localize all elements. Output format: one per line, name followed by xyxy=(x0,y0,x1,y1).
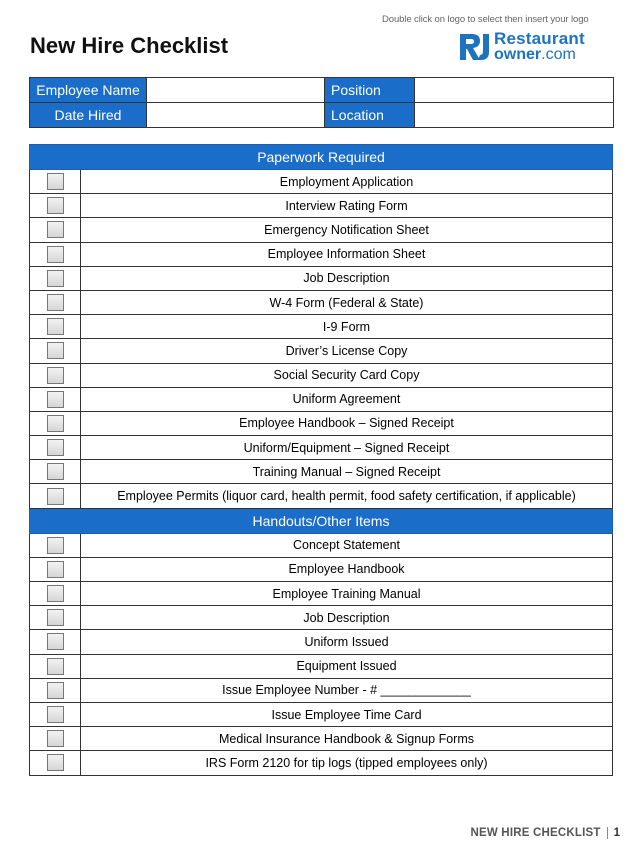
checklist-row xyxy=(30,533,613,557)
logo-line2-rest: .com xyxy=(541,46,576,63)
restaurant-owner-logo[interactable] xyxy=(458,30,598,64)
location-label: Location xyxy=(325,103,415,128)
checkbox-cell xyxy=(30,678,81,702)
logo-mark-icon xyxy=(458,32,492,62)
checkbox[interactable] xyxy=(47,585,64,602)
checklist-item-label: Uniform Issued xyxy=(81,630,613,654)
footer-divider xyxy=(607,827,608,839)
checklist-row xyxy=(30,678,613,702)
checkbox[interactable] xyxy=(47,754,64,771)
checkbox[interactable] xyxy=(47,342,64,359)
checkbox[interactable] xyxy=(47,439,64,456)
logo-line2-bold: owner xyxy=(494,46,542,63)
checkbox[interactable] xyxy=(47,173,64,190)
checkbox-cell xyxy=(30,606,81,630)
checkbox-cell xyxy=(30,533,81,557)
checklist-row xyxy=(30,387,613,411)
checkbox[interactable] xyxy=(47,318,64,335)
checkbox[interactable] xyxy=(47,415,64,432)
page-footer xyxy=(470,827,620,839)
checklist-row xyxy=(30,290,613,314)
checklist-item-label: Employee Training Manual xyxy=(81,582,613,606)
checklist-row xyxy=(30,630,613,654)
logo-line1: Restaurant xyxy=(494,29,585,48)
checklist-row xyxy=(30,557,613,581)
checklist-row xyxy=(30,484,613,508)
checklist-item-label: Interview Rating Form xyxy=(81,194,613,218)
checkbox-cell xyxy=(30,630,81,654)
checklist-row xyxy=(30,436,613,460)
position-label: Position xyxy=(325,78,415,103)
checklist-row xyxy=(30,266,613,290)
checklist-item-label: Issue Employee Number - # _____________ xyxy=(81,678,613,702)
position-field[interactable] xyxy=(415,78,614,103)
checkbox[interactable] xyxy=(47,270,64,287)
checklist-item-label: Uniform/Equipment – Signed Receipt xyxy=(81,436,613,460)
location-field[interactable] xyxy=(415,103,614,128)
checklist-item-label: Driver’s License Copy xyxy=(81,339,613,363)
checklist-item-label: I-9 Form xyxy=(81,315,613,339)
checkbox-cell xyxy=(30,194,81,218)
checkbox-cell xyxy=(30,363,81,387)
checkbox-cell xyxy=(30,557,81,581)
checkbox[interactable] xyxy=(47,730,64,747)
checkbox[interactable] xyxy=(47,609,64,626)
employee-name-label: Employee Name xyxy=(30,78,147,103)
checklist-row xyxy=(30,654,613,678)
checkbox-cell xyxy=(30,242,81,266)
checkbox-cell xyxy=(30,315,81,339)
checklist-item-label: Social Security Card Copy xyxy=(81,363,613,387)
checkbox[interactable] xyxy=(47,658,64,675)
section-header xyxy=(30,145,613,170)
checklist-item-label: Uniform Agreement xyxy=(81,387,613,411)
checkbox-cell xyxy=(30,436,81,460)
checkbox[interactable] xyxy=(47,391,64,408)
checkbox-cell xyxy=(30,339,81,363)
checkbox[interactable] xyxy=(47,537,64,554)
checkbox-cell xyxy=(30,460,81,484)
checklist-item-label: Concept Statement xyxy=(81,533,613,557)
logo-line2 xyxy=(494,47,585,63)
checkbox[interactable] xyxy=(47,463,64,480)
checklist-row xyxy=(30,242,613,266)
checkbox-cell xyxy=(30,582,81,606)
section-header-label: Paperwork Required xyxy=(30,145,613,170)
checklist-row xyxy=(30,460,613,484)
checklist-item-label: Employee Handbook – Signed Receipt xyxy=(81,411,613,435)
checkbox-cell xyxy=(30,484,81,508)
date-hired-field[interactable] xyxy=(147,103,325,128)
checklist-item-label: Employee Permits (liquor card, health permit, food safety certification, if applicable) xyxy=(81,484,613,508)
checkbox[interactable] xyxy=(47,682,64,699)
logo-wordmark xyxy=(494,30,585,63)
checkbox-cell xyxy=(30,727,81,751)
checklist-item-label: Equipment Issued xyxy=(81,654,613,678)
section-header xyxy=(30,508,613,533)
date-hired-label: Date Hired xyxy=(30,103,147,128)
checklist-row xyxy=(30,727,613,751)
page-number: 1 xyxy=(613,827,620,840)
checkbox-cell xyxy=(30,218,81,242)
checklist-item-label: Issue Employee Time Card xyxy=(81,702,613,726)
checkbox-cell xyxy=(30,387,81,411)
checkbox-cell xyxy=(30,411,81,435)
checklist-row xyxy=(30,606,613,630)
checklist-row xyxy=(30,170,613,194)
checklist-item-label: Emergency Notification Sheet xyxy=(81,218,613,242)
checklist-item-label: IRS Form 2120 for tip logs (tipped employees only) xyxy=(81,751,613,775)
checkbox[interactable] xyxy=(47,706,64,723)
checklist-row xyxy=(30,315,613,339)
logo-hint: Double click on logo to select then insert your logo xyxy=(382,14,589,25)
checklist-table xyxy=(29,144,613,776)
checklist-item-label: Job Description xyxy=(81,606,613,630)
page-title: New Hire Checklist xyxy=(30,33,229,58)
checkbox-cell xyxy=(30,266,81,290)
checkbox[interactable] xyxy=(47,246,64,263)
checklist-row xyxy=(30,751,613,775)
checkbox[interactable] xyxy=(47,221,64,238)
checklist-row xyxy=(30,411,613,435)
employee-info-table xyxy=(29,77,614,128)
checkbox-cell xyxy=(30,702,81,726)
checklist-item-label: Employment Application xyxy=(81,170,613,194)
checkbox-cell xyxy=(30,751,81,775)
checkbox-cell xyxy=(30,654,81,678)
checklist-row xyxy=(30,702,613,726)
footer-label: NEW HIRE CHECKLIST xyxy=(470,827,601,840)
checklist-row xyxy=(30,194,613,218)
checkbox[interactable] xyxy=(47,561,64,578)
checkbox[interactable] xyxy=(47,367,64,384)
checklist-item-label: Medical Insurance Handbook & Signup Forms xyxy=(81,727,613,751)
checklist-row xyxy=(30,363,613,387)
checklist-item-label: Employee Information Sheet xyxy=(81,242,613,266)
employee-name-field[interactable] xyxy=(147,78,325,103)
section-header-label: Handouts/Other Items xyxy=(30,508,613,533)
checklist-item-label: Job Description xyxy=(81,266,613,290)
checkbox[interactable] xyxy=(47,633,64,650)
checkbox[interactable] xyxy=(47,488,64,505)
checklist-item-label: Training Manual – Signed Receipt xyxy=(81,460,613,484)
checklist-item-label: Employee Handbook xyxy=(81,557,613,581)
checklist-row xyxy=(30,582,613,606)
checklist-row xyxy=(30,218,613,242)
checkbox-cell xyxy=(30,290,81,314)
checklist-item-label: W-4 Form (Federal & State) xyxy=(81,290,613,314)
checkbox[interactable] xyxy=(47,197,64,214)
checkbox-cell xyxy=(30,170,81,194)
checklist-row xyxy=(30,339,613,363)
checkbox[interactable] xyxy=(47,294,64,311)
